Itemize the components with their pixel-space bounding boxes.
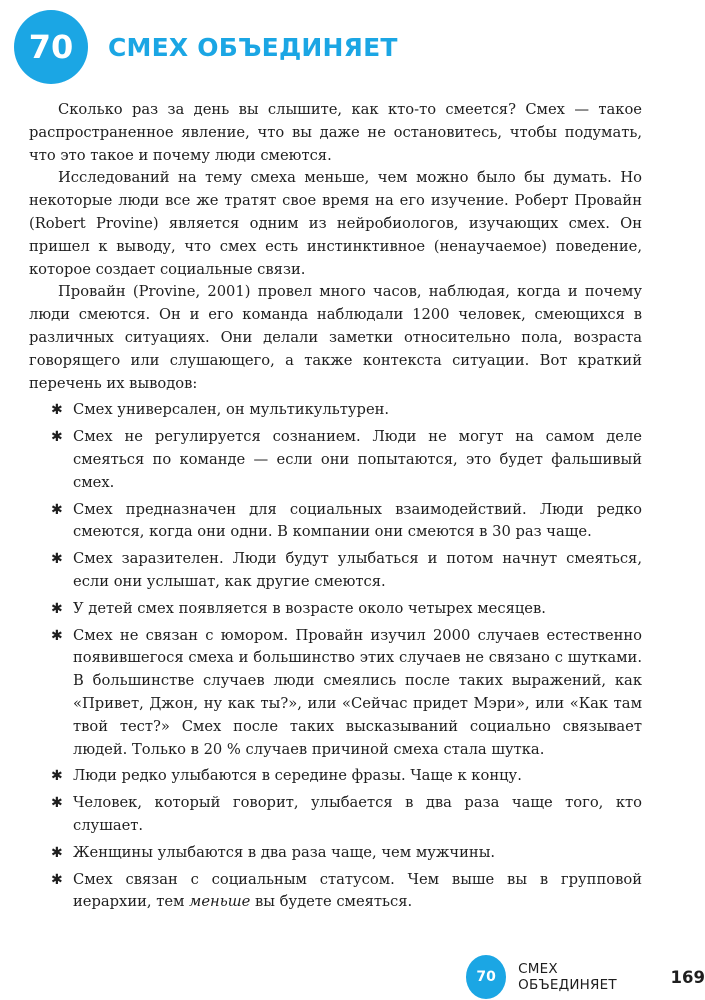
list-item: [29, 426, 642, 494]
list-item: [29, 598, 642, 621]
list-item: [29, 548, 642, 594]
list-item-text: Смех связан с социальным статусом. Чем выше вы в групповой иерархии, тем: [73, 870, 642, 911]
emphasis-word: меньше: [189, 893, 251, 911]
list-item-text: Смех не связан с юмором. Провайн изучил 2000 случаев естественно появившегося смеха и большинство этих случаев не связано с шутками. В большинстве случаев люди смеялись после таких выражений, как «Привет, Джон, ну как ты?», или «Сейчас придет Мэри», или «Как там твой тест?» Смех после таких высказываний социально связывает людей. Только в 20 % случаев причиной смеха стала шутка.: [73, 626, 642, 758]
asterisk-bullet-icon: ✱: [51, 768, 63, 785]
findings-list: [29, 399, 642, 914]
list-item-text: Люди редко улыбаются в середине фразы. Чаще к концу.: [73, 767, 522, 785]
paragraph: Сколько раз за день вы слышите, как кто-то смеется? Смех — такое распространенное явление, что вы даже не остановитесь, чтобы подумать, что это такое и почему люди смеются.: [29, 101, 642, 164]
list-item: [29, 765, 642, 788]
asterisk-bullet-icon: ✱: [51, 871, 63, 888]
list-item-text: Женщины улыбаются в два раза чаще, чем мужчины.: [73, 843, 496, 861]
paragraph: Провайн (Provine, 2001) провел много часов, наблюдая, когда и почему люди смеются. Он и его команда наблюдали 1200 человек, смеющихся в различных ситуациях. Они делали заметки относительно пола, возраста говорящего или слушающего, а также контекста ситуации. Вот краткий перечень их выводов:: [29, 283, 642, 392]
list-item-text: Смех заразителен. Люди будут улыбаться и потом начнут смеяться, если они услышат, как другие смеются.: [73, 550, 642, 590]
list-item: [29, 499, 642, 545]
chapter-title: СМЕХ ОБЪЕДИНЯЕТ: [108, 32, 398, 62]
asterisk-bullet-icon: ✱: [51, 795, 63, 812]
list-item: [29, 869, 642, 915]
asterisk-bullet-icon: ✱: [51, 844, 63, 861]
list-item-text: У детей смех появляется в возрасте около четырех месяцев.: [73, 599, 546, 617]
body-text: [29, 99, 642, 914]
page-number: 169: [670, 967, 705, 987]
asterisk-bullet-icon: ✱: [51, 551, 63, 568]
chapter-header: [14, 10, 398, 84]
list-item-text: Смех универсален, он мультикультурен.: [73, 401, 390, 419]
page-footer: [466, 955, 705, 999]
asterisk-bullet-icon: ✱: [51, 501, 63, 518]
list-item: [29, 625, 642, 762]
list-item-text-end: вы будете смеяться.: [250, 893, 413, 911]
list-item-text: Человек, который говорит, улыбается в два раза чаще того, кто слушает.: [73, 794, 642, 834]
paragraph: Исследований на тему смеха меньше, чем можно было бы думать. Но некоторые люди все же тратят свое время на его изучение. Роберт Провайн (Robert Provine) является одним из нейробиологов, изучающих смех. Он пришел к выводу, что смех есть инстинктивное (ненаучаемое) поведение, которое создает социальные связи.: [29, 169, 642, 278]
chapter-number-badge: 70: [14, 10, 88, 84]
list-item: [29, 399, 642, 422]
footer-chapter-title: СМЕХ ОБЪЕДИНЯЕТ: [518, 961, 617, 993]
footer-chapter-badge: 70: [466, 955, 506, 999]
list-item-text: Смех предназначен для социальных взаимодействий. Люди редко смеются, когда они одни. В компании они смеются в 30 раз чаще.: [73, 500, 642, 541]
asterisk-bullet-icon: ✱: [51, 600, 63, 617]
list-item: [29, 792, 642, 838]
asterisk-bullet-icon: ✱: [51, 402, 63, 419]
asterisk-bullet-icon: ✱: [51, 627, 63, 644]
list-item-text: Смех не регулируется сознанием. Люди не могут на самом деле смеяться по команде — если они попытаются, это будет фальшивый смех.: [73, 428, 642, 491]
asterisk-bullet-icon: ✱: [51, 429, 63, 446]
list-item: [29, 842, 642, 865]
